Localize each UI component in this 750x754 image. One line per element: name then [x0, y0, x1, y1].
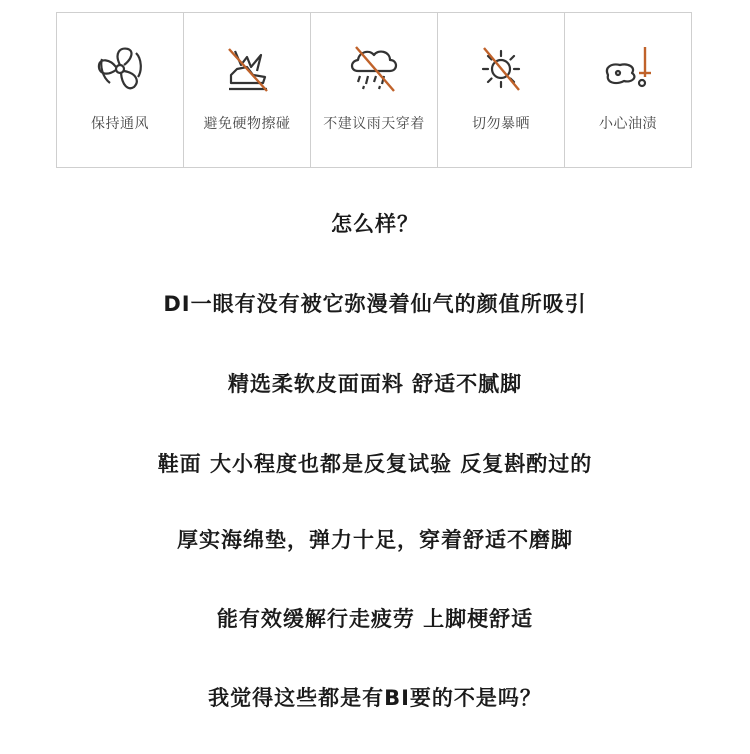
- description-line: 能有效缓解行走疲劳 上脚梗舒适: [216, 607, 534, 631]
- heading-question: 怎么样？: [331, 212, 419, 236]
- description-line: 鞋面 大小程度也都是反复试验 反复斟酌过的: [157, 452, 593, 476]
- care-label: 不建议雨天穿着: [323, 116, 425, 132]
- care-label: 切勿暴晒: [472, 116, 530, 132]
- description-line: DI一眼有没有被它弥漫着仙气的颜值所吸引: [163, 292, 587, 316]
- care-label: 小心油渍: [599, 116, 657, 132]
- description-line: 厚实海绵垫，弹力十足，穿着舒适不磨脚: [177, 528, 573, 552]
- description-line: 我觉得这些都是有BI要的不是吗？: [208, 686, 542, 710]
- description-line: 精选柔软皮面面料 舒适不腻脚: [227, 372, 523, 396]
- care-label: 保持通风: [91, 116, 149, 132]
- care-label: 避免硬物擦碰: [203, 116, 291, 132]
